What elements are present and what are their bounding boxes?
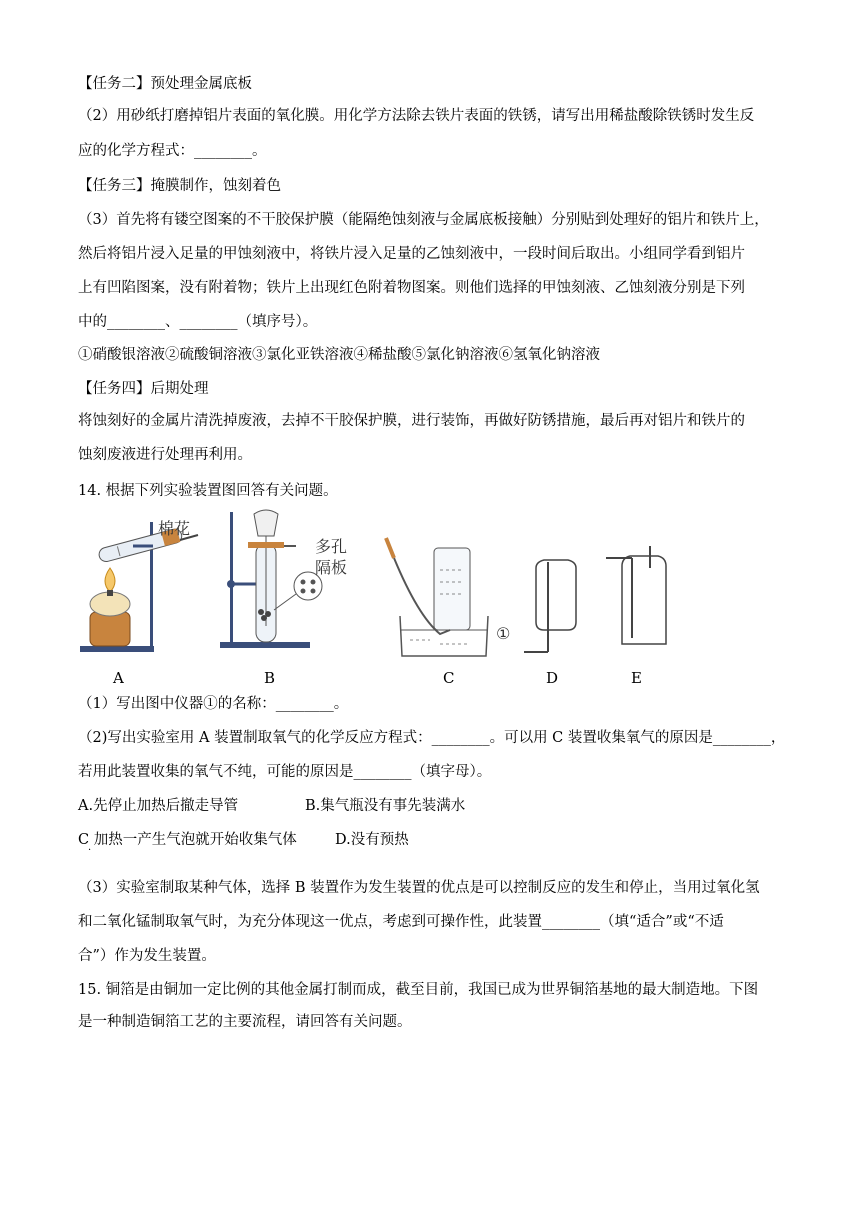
line-q14-1: （1）写出图中仪器①的名称：________。 [78,696,349,712]
line-q3-text-3: 上有凹陷图案，没有附着物；铁片上出现红色附着物图案。则他们选择的甲蚀刻液、乙蚀刻液分别是下列 [78,280,745,296]
instrument-1-marker: ① [496,624,511,643]
option-d: D.没有预热 [335,832,409,848]
cotton-label: 棉花 [158,519,191,538]
line-q14-3: （3）实验室制取某种气体，选择 B 装置作为发生装置的优点是可以控制反应的发生和停止，当用过氧化氢 [78,880,760,896]
question-15-cont: 是一种制造铜箔工艺的主要流程，请回答有关问题。 [78,1014,412,1030]
line-task4-text-1: 将蚀刻好的金属片清洗掉废液，去掉不干胶保护膜，进行装饰，再做好防锈措施，最后再对铝片和铁片的 [78,413,745,429]
porous-label-1: 多孔 [315,537,348,556]
option-a: A.先停止加热后撤走导管 [78,798,239,814]
apparatus-b [220,510,347,648]
label-a: A [113,669,124,687]
line-q14-2: （2)写出实验室用 A 装置制取氧气的化学反应方程式：________。可以用 C 装置收集氧气的原因是________， [78,730,786,746]
label-b: B [264,669,276,687]
label-e: E [631,669,642,687]
porous-label-2: 隔板 [315,558,348,577]
line-task3-title: 【任务三】掩膜制作，蚀刻着色 [78,178,281,194]
apparatus-figure [78,506,778,691]
question-15-title: 15. 铜箔是由铜加一定比例的其他金属打制而成，截至目前，我国已成为世界铜箔基地的最大制造地。下图 [78,982,759,998]
option-b: B.集气瓶没有事先装满水 [305,798,466,814]
line-q2-text: （2）用砂纸打磨掉铝片表面的氧化膜。用化学方法除去铁片表面的铁锈，请写出用稀盐酸除铁锈时发生反 [78,108,755,124]
line-q3-text-4: 中的________、________（填序号）。 [78,314,318,330]
option-c: C 加热一产生气泡就开始收集气体 [78,832,297,848]
line-q14-3-end: 合”）作为发生装置。 [78,948,216,964]
label-c: C [443,669,455,687]
line-task4-title: 【任务四】后期处理 [78,381,209,397]
line-task2-title: 【任务二】预处理金属底板 [78,76,252,92]
stray-dot: · [88,845,92,856]
line-q3-options: ①硝酸银溶液②硫酸铜溶液③氯化亚铁溶液④稀盐酸⑤氯化钠溶液⑥氢氧化钠溶液 [78,347,600,363]
apparatus-d [524,560,576,652]
question-14-title: 14. 根据下列实验装置图回答有关问题。 [78,483,338,499]
label-d: D [546,669,559,687]
line-q14-2-cont: 若用此装置收集的氧气不纯，可能的原因是________（填字母）。 [78,764,492,780]
line-q3-text-1: （3）首先将有镂空图案的不干胶保护膜（能隔绝蚀刻液与金属底板接触）分别贴到处理好的铝片和铁片上， [78,212,769,228]
apparatus-a [80,519,198,652]
line-q14-3-cont: 和二氧化锰制取氧气时，为充分体现这一优点，考虑到可操作性，此装置________（填“适合”或“不适 [78,914,724,930]
line-task4-text-2: 蚀刻废液进行处理再利用。 [78,447,252,463]
apparatus-e [606,546,666,644]
line-q2-blank: 应的化学方程式：________。 [78,143,267,159]
apparatus-c [386,538,510,656]
line-q3-text-2: 然后将铝片浸入足量的甲蚀刻液中，将铁片浸入足量的乙蚀刻液中，一段时间后取出。小组同学看到铝片 [78,246,745,262]
